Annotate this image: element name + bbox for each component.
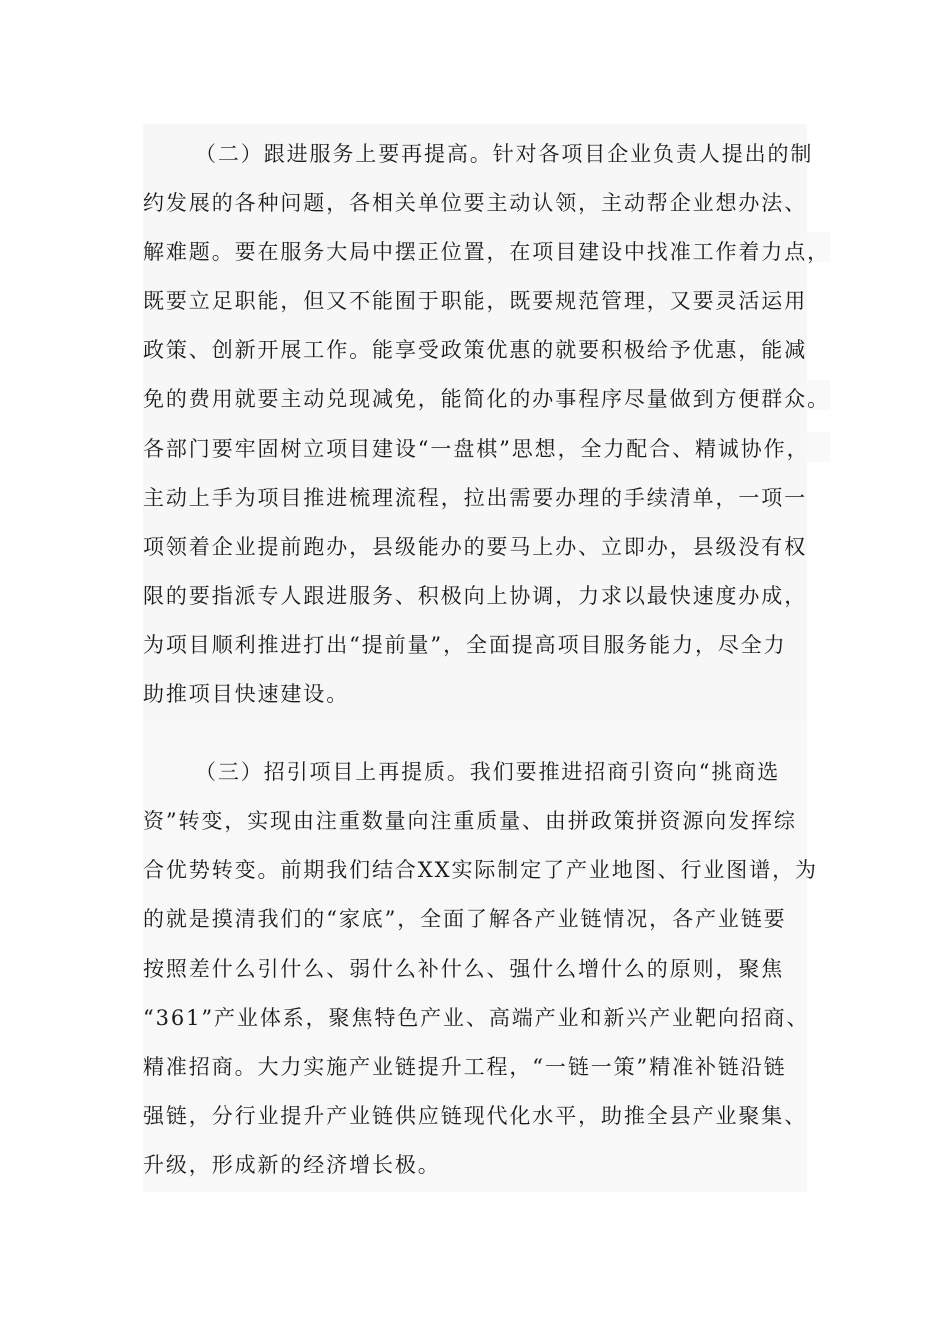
text-line: 强链，分行业提升产业链供应链现代化水平，助推全县产业聚集、 xyxy=(143,1104,808,1128)
paragraph-service xyxy=(143,124,830,722)
text-line: 项领着企业提前跑办，县级能办的要马上办、立即办，县级没有权 xyxy=(143,535,808,559)
text-line: 限的要指派专人跟进服务、积极向上协调，力求以最快速度办成， xyxy=(143,584,808,608)
text-line: 资”转变，实现由注重数量向注重质量、由拼政策拼资源向发挥综 xyxy=(143,809,797,833)
text-line: 精准招商。大力实施产业链提升工程，“一链一策”精准补链沿链 xyxy=(143,1055,787,1079)
text-line: “361”产业体系，聚焦特色产业、高端产业和新兴产业靶向招商、 xyxy=(143,1006,810,1030)
text-line: 既要立足职能，但又不能囿于职能，既要规范管理，又要灵活运用 xyxy=(143,289,808,313)
margin-strip xyxy=(807,432,830,462)
text-line: 各部门要牢固树立项目建设“一盘棋”思想，全力配合、精诚协作， xyxy=(143,437,810,461)
text-line: 主动上手为项目推进梳理流程，拉出需要办理的手续清单，一项一 xyxy=(143,486,808,510)
text-line: 升级，形成新的经济增长极。 xyxy=(143,1153,441,1177)
text-line: 为项目顺利推进打出“提前量”，全面提高项目服务能力，尽全力 xyxy=(143,633,787,657)
paragraph-investment xyxy=(143,722,818,1192)
text-line: 的就是摸清我们的“家底”，全面了解各产业链情况，各产业链要 xyxy=(143,907,787,931)
text-line: 按照差什么引什么、弱什么补什么、强什么增什么的原则，聚焦 xyxy=(143,957,785,981)
text-line: （二）跟进服务上要再提高。针对各项目企业负责人提出的制 xyxy=(195,142,814,166)
text-line: 合优势转变。前期我们结合XX实际制定了产业地图、行业图谱，为 xyxy=(143,858,818,882)
text-line: 解难题。要在服务大局中摆正位置，在项目建设中找准工作着力点， xyxy=(143,240,830,264)
text-line: （三）招引项目上再提质。我们要推进招商引资向“挑商选 xyxy=(195,760,781,784)
text-line: 免的费用就要主动兑现减免，能简化的办事程序尽量做到方便群众。 xyxy=(143,387,830,411)
text-line: 助推项目快速建设。 xyxy=(143,682,350,706)
text-line: 政策、创新开展工作。能享受政策优惠的就要积极给予优惠，能减 xyxy=(143,338,808,362)
text-line: 约发展的各种问题，各相关单位要主动认领，主动帮企业想办法、 xyxy=(143,191,808,215)
